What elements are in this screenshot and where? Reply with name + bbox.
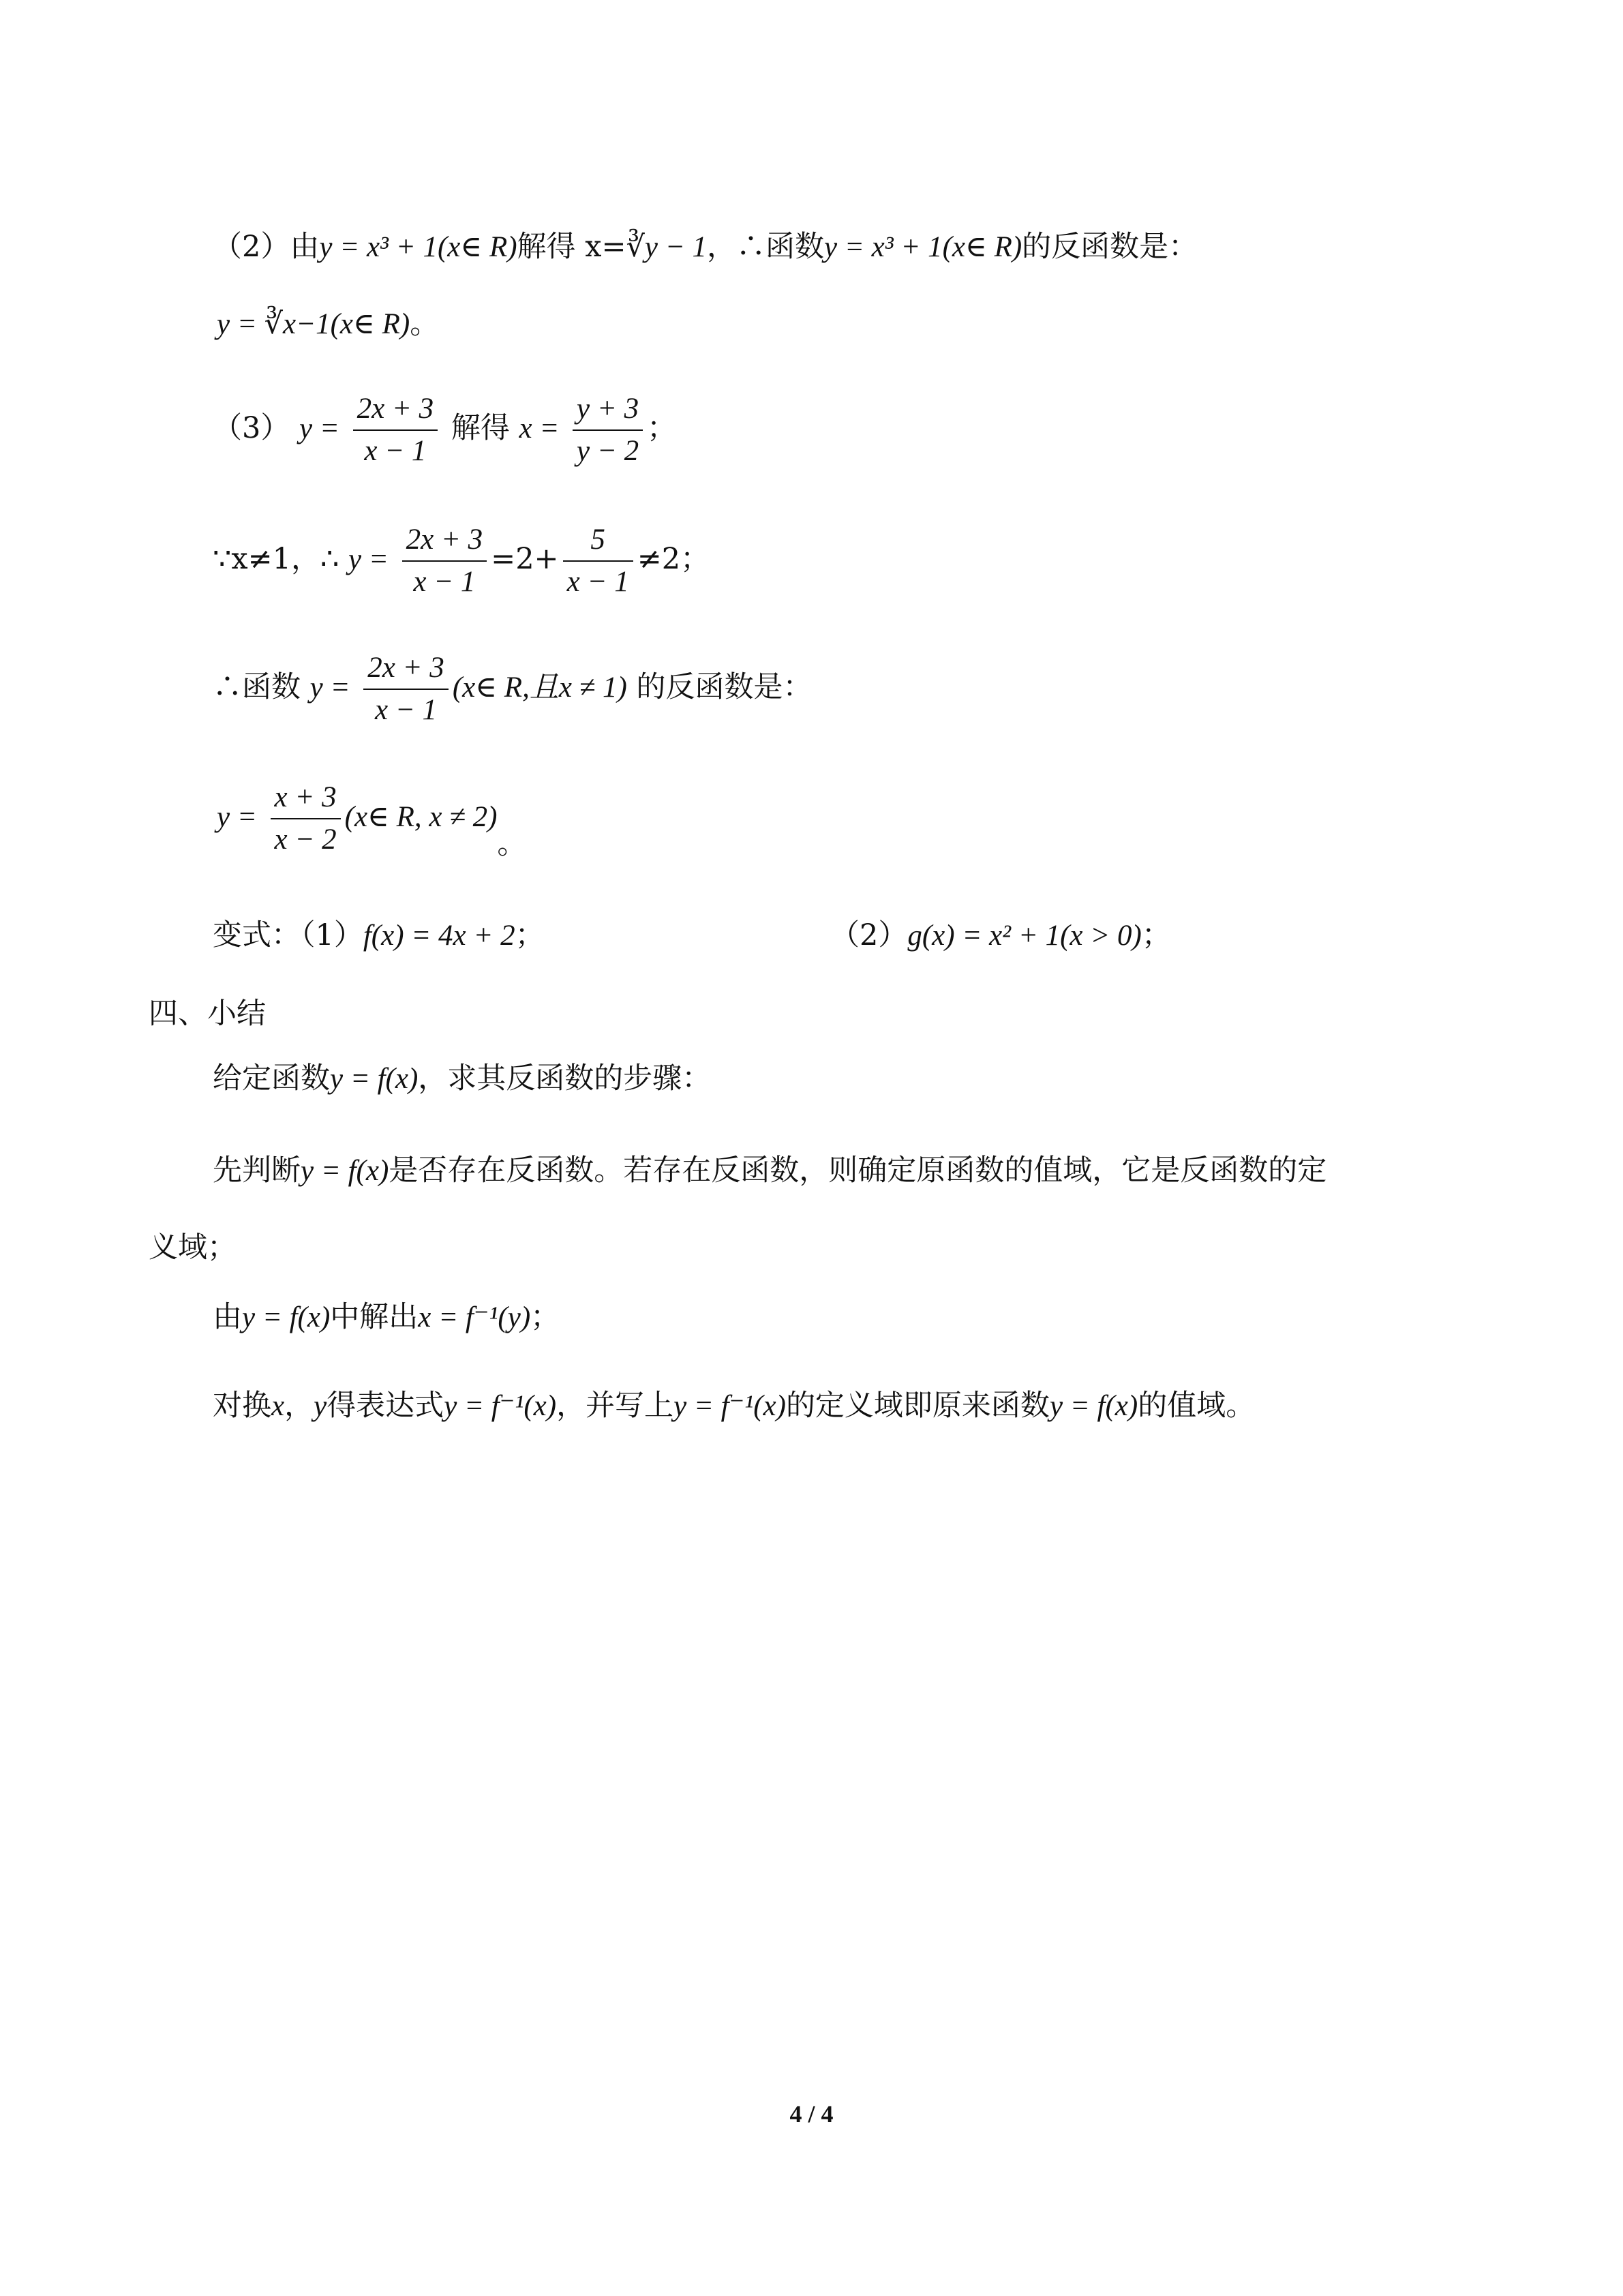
part2-eq2: y = x³ + 1(x∈ R) <box>824 231 1022 263</box>
summary-heading: 四、小结 <box>149 997 266 1031</box>
part3-domain2: (x∈ R, x ≠ 2) <box>344 801 498 833</box>
part2-therefore: ，∴函数 <box>707 230 824 264</box>
part3-since-line <box>213 519 710 603</box>
fraction-2x3-over-x1-b: $\frac{2x + 3}{x - 1}$ <box>402 519 487 603</box>
part3-since: ∵x≠1，∴ <box>213 542 339 576</box>
variant-f2: g(x) = x² + 1(x > 0) <box>907 920 1142 952</box>
part3-function-line <box>213 648 813 731</box>
part3-result-line <box>217 777 526 860</box>
part2-result-line <box>217 305 439 343</box>
part3-y-eq: y = <box>299 412 339 444</box>
part3-period: 。 <box>497 827 527 861</box>
part3-y-eq2: y = <box>348 543 389 575</box>
part3-x-eq: x = <box>519 412 560 444</box>
fraction-2x3-over-x1-c: $\frac{2x + 3}{x - 1}$ <box>363 648 449 731</box>
variant-label: 变式：（1） <box>213 918 363 952</box>
part2-period: 。 <box>410 307 440 341</box>
summary-p4-inv: y = f⁻¹(x) <box>444 1390 557 1422</box>
part2-mid: 解得 x= <box>517 230 626 264</box>
fraction-2x3-over-x1: $\frac{2x + 3}{x - 1}$ <box>353 389 438 472</box>
variant-semi1: ； <box>515 918 545 952</box>
fraction-y3-over-y2: $\frac{y + 3}{y - 2}$ <box>573 389 643 472</box>
part2-tail: 的反函数是： <box>1022 230 1198 264</box>
summary-p4-fx: y = f(x) <box>1049 1390 1138 1422</box>
summary-p1-fx: y = f(x) <box>330 1063 419 1095</box>
part3-eq2plus: =2+ <box>491 542 559 576</box>
part2-line <box>213 228 1198 266</box>
summary-p2-cont: 义域； <box>149 1230 237 1265</box>
part3-y-eq3: y = <box>309 671 350 704</box>
page-number: 4 / 4 <box>789 2100 834 2128</box>
part3-label: （3） <box>213 411 290 445</box>
part3-neq2: ≠2； <box>637 542 710 576</box>
summary-p3-inv: x = f⁻¹(y) <box>418 1301 531 1333</box>
part3-solve: 解得 <box>451 411 510 445</box>
part3-domain: (x∈ R,且x ≠ 1) <box>452 671 627 704</box>
part2-label: （2）由 <box>213 230 320 264</box>
part3-semicolon: ； <box>647 411 677 445</box>
part3-y-eq4: y = <box>217 801 257 833</box>
part3-inverse-is: 的反函数是： <box>636 670 813 704</box>
variant-line-2 <box>830 917 1171 954</box>
summary-p2-fx: y = f(x) <box>301 1155 389 1187</box>
summary-p3: 由y = f(x)中解出x = f⁻¹(y)； <box>213 1300 560 1334</box>
summary-p4: 对换x，y得表达式y = f⁻¹(x)，并写上y = f⁻¹(x)的定义域即原来函数y = f(x)的值域。 <box>213 1389 1256 1423</box>
summary-p3-fx: y = f(x) <box>242 1301 331 1333</box>
variant-semi2: ； <box>1141 918 1171 952</box>
part2-root: ∛y − 1 <box>626 231 707 263</box>
summary-p1: 给定函数y = f(x)，求其反函数的步骤： <box>213 1061 712 1096</box>
summary-p4-inv2: y = f⁻¹(x) <box>673 1390 786 1422</box>
summary-p2: 先判断y = f(x)是否存在反函数。若存在反函数，则确定原函数的值域，它是反函数的定 <box>213 1153 1327 1188</box>
variant-f1: f(x) = 4x + 2 <box>363 920 515 952</box>
part2-result: y = ∛x−1(x∈ R) <box>217 308 410 340</box>
part3-therefore-fn: ∴函数 <box>213 670 301 704</box>
part3-line <box>213 389 676 472</box>
part2-eq1: y = x³ + 1(x∈ R) <box>319 231 517 263</box>
fraction-5-over-x1: $\frac{5}{x - 1}$ <box>563 519 633 603</box>
variant-label2: （2） <box>830 918 908 952</box>
fraction-x3-over-x2: $\frac{x + 3}{x - 2}$ <box>271 777 341 860</box>
variant-line-1 <box>213 917 545 954</box>
